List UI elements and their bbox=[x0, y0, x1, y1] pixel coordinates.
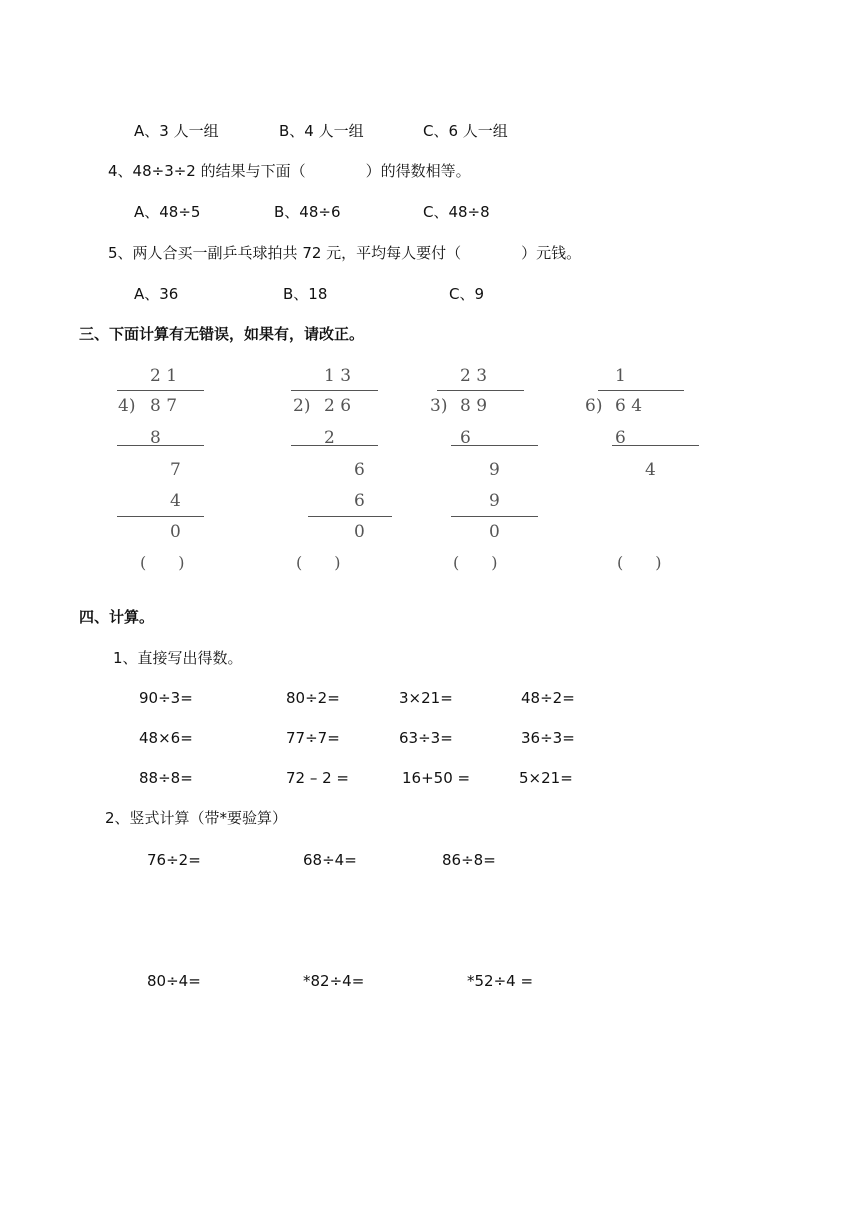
subtract-2: 6 bbox=[354, 491, 365, 511]
section4-sub2: 2、竖式计算（带*要验算） bbox=[105, 809, 288, 827]
answer-blank[interactable]: ( ) bbox=[140, 553, 185, 572]
section4-sub1: 1、直接写出得数。 bbox=[113, 649, 243, 667]
oral-problem: 48×6= bbox=[139, 729, 193, 747]
vertical-problem: 80÷4= bbox=[147, 972, 201, 990]
division-bar bbox=[117, 390, 204, 391]
q5-option-c: C、9 bbox=[449, 285, 485, 303]
divisor: 6) bbox=[585, 396, 603, 416]
rule-1 bbox=[451, 445, 538, 446]
quotient: 2 1 bbox=[150, 366, 178, 386]
oral-problem: 63÷3= bbox=[399, 729, 453, 747]
dividend: 6 4 bbox=[615, 396, 643, 416]
rule-2 bbox=[451, 516, 538, 517]
q3-option-a: A、3 人一组 bbox=[134, 122, 219, 140]
subtract-1: 6 bbox=[460, 428, 471, 448]
subtract-1: 2 bbox=[324, 428, 335, 448]
remainder-2: 0 bbox=[170, 522, 181, 542]
remainder-1: 6 bbox=[354, 460, 365, 480]
oral-problem: 80÷2= bbox=[286, 689, 340, 707]
vertical-problem: 76÷2= bbox=[147, 851, 201, 869]
vertical-problem: *82÷4= bbox=[303, 972, 365, 990]
dividend: 8 9 bbox=[460, 396, 488, 416]
subtract-1: 6 bbox=[615, 428, 626, 448]
q5-stem: 5、两人合买一副乒乓球拍共 72 元，平均每人要付（ ）元钱。 bbox=[108, 244, 582, 262]
oral-problem: 5×21= bbox=[519, 769, 573, 787]
q4-option-a: A、48÷5 bbox=[134, 203, 201, 221]
q5-option-b: B、18 bbox=[283, 285, 328, 303]
q5-option-a: A、36 bbox=[134, 285, 179, 303]
quotient: 1 bbox=[615, 366, 626, 386]
q4-option-c: C、48÷8 bbox=[423, 203, 490, 221]
q3-option-c: C、6 人一组 bbox=[423, 122, 508, 140]
q4-stem: 4、48÷3÷2 的结果与下面（ ）的得数相等。 bbox=[108, 162, 471, 180]
rule-1 bbox=[291, 445, 378, 446]
dividend: 2 6 bbox=[324, 396, 352, 416]
q3-option-b: B、4 人一组 bbox=[279, 122, 364, 140]
divisor: 3) bbox=[430, 396, 448, 416]
remainder-2: 0 bbox=[354, 522, 365, 542]
subtract-2: 4 bbox=[170, 491, 181, 511]
q4-option-b: B、48÷6 bbox=[274, 203, 341, 221]
vertical-problem: *52÷4 = bbox=[467, 972, 534, 990]
answer-blank[interactable]: ( ) bbox=[453, 553, 498, 572]
division-bar bbox=[437, 390, 524, 391]
division-bar bbox=[598, 390, 684, 391]
rule-1 bbox=[117, 445, 204, 446]
rule-2 bbox=[308, 516, 392, 517]
answer-blank[interactable]: ( ) bbox=[617, 553, 662, 572]
divisor: 4) bbox=[118, 396, 136, 416]
remainder-1: 7 bbox=[170, 460, 181, 480]
remainder-1: 4 bbox=[645, 460, 656, 480]
oral-problem: 90÷3= bbox=[139, 689, 193, 707]
oral-problem: 88÷8= bbox=[139, 769, 193, 787]
oral-problem: 36÷3= bbox=[521, 729, 575, 747]
answer-blank[interactable]: ( ) bbox=[296, 553, 341, 572]
oral-problem: 3×21= bbox=[399, 689, 453, 707]
quotient: 1 3 bbox=[324, 366, 352, 386]
subtract-1: 8 bbox=[150, 428, 161, 448]
oral-problem: 16+50 = bbox=[402, 769, 471, 787]
oral-problem: 77÷7= bbox=[286, 729, 340, 747]
dividend: 8 7 bbox=[150, 396, 178, 416]
remainder-2: 0 bbox=[489, 522, 500, 542]
oral-problem: 48÷2= bbox=[521, 689, 575, 707]
divisor: 2) bbox=[293, 396, 311, 416]
remainder-1: 9 bbox=[489, 460, 500, 480]
vertical-problem: 86÷8= bbox=[442, 851, 496, 869]
quotient: 2 3 bbox=[460, 366, 488, 386]
rule-1 bbox=[612, 445, 699, 446]
section3-title: 三、下面计算有无错误，如果有，请改正。 bbox=[79, 325, 365, 343]
oral-problem: 72 – 2 = bbox=[286, 769, 350, 787]
division-bar bbox=[291, 390, 378, 391]
section4-title: 四、计算。 bbox=[79, 608, 155, 626]
rule-2 bbox=[117, 516, 204, 517]
vertical-problem: 68÷4= bbox=[303, 851, 357, 869]
subtract-2: 9 bbox=[489, 491, 500, 511]
